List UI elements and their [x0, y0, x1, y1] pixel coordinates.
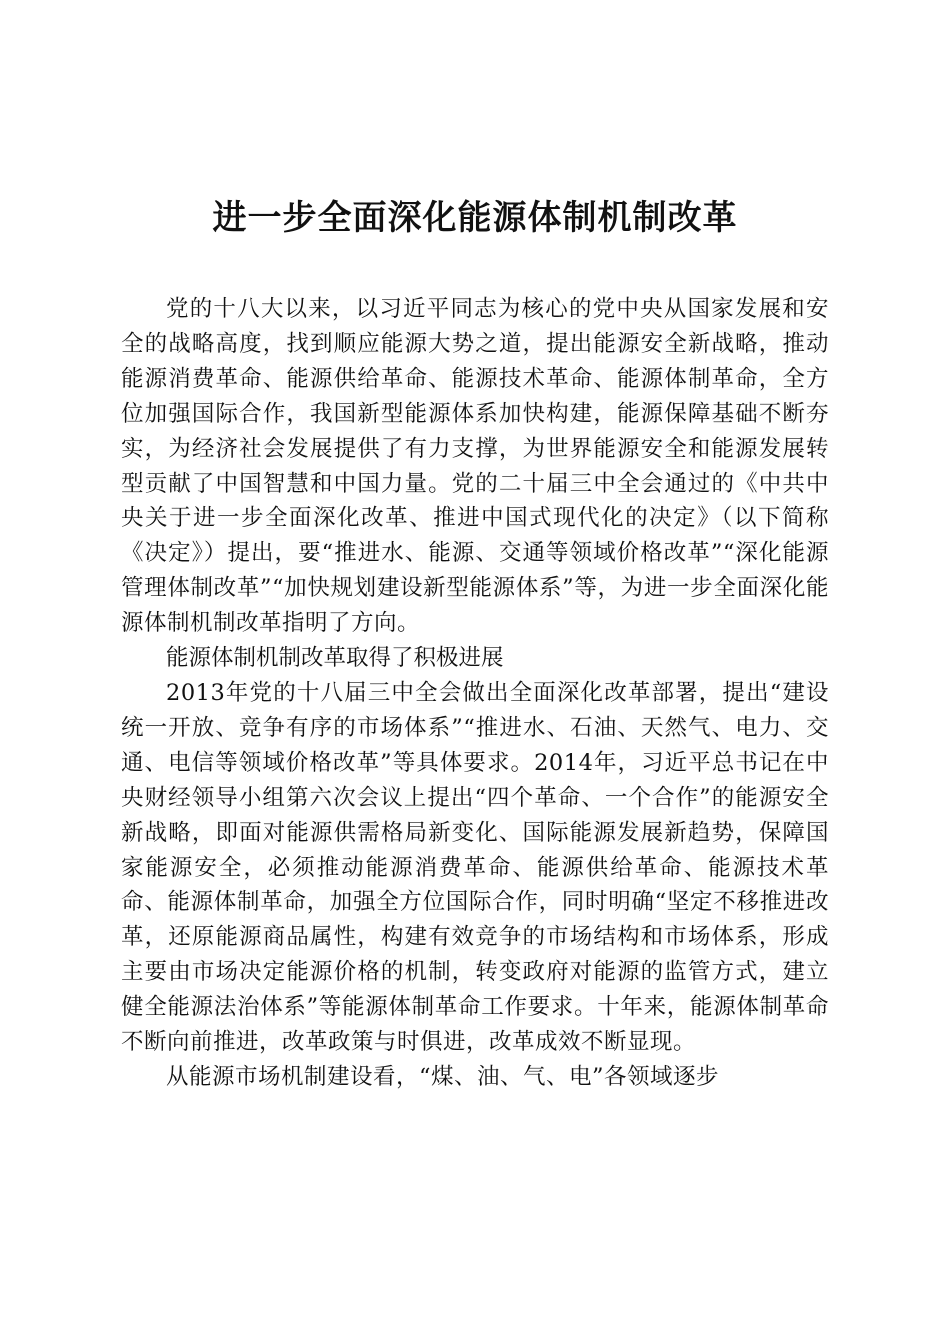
section-heading: 能源体制机制改革取得了积极进展	[166, 645, 504, 672]
intro-paragraph: 党的十八大以来，以习近平同志为核心的党中央从国家发展和安全的战略高度，找到顺应能源大势之道，提出能源安全新战略，推动能源消费革命、能源供给革命、能源技术革命、能源体制革命，全方位加强国际合作，我国新型能源体系加快构建，能源保障基础不断夯实，为经济社会发展提供了有力支撑，为世界能源安全和能源发展转型贡献了中国智慧和中国力量。党的二十届三中全会通过的《中共中央关于进一步全面深化改革、推进中国式现代化的决定》（以下简称《决定》）提出，要“推进水、能源、交通等领域价格改革”“深化能源管理体制改革”“加快规划建设新型能源体系”等，为进一步全面深化能源体制机制改革指明了方向。	[121, 296, 829, 637]
section-paragraph: 2013年党的十八届三中全会做出全面深化改革部署，提出“建设统一开放、竞争有序的市场体系”“推进水、石油、天然气、电力、交通、电信等领域价格改革”等具体要求。2014年，习近平总书记在中央财经领导小组第六次会议上提出“四个革命、一个合作”的能源安全新战略，即面对能源供需格局新变化、国际能源发展新趋势，保障国家能源安全，必须推动能源消费革命、能源供给革命、能源技术革命、能源体制革命，加强全方位国际合作，同时明确“坚定不移推进改革，还原能源商品属性，构建有效竞争的市场结构和市场体系，形成主要由市场决定能源价格的机制，转变政府对能源的监管方式，建立健全能源法治体系”等能源体制革命工作要求。十年来，能源体制革命不断向前推进，改革政策与时俱进，改革成效不断显现。	[121, 679, 829, 1056]
document-body	[121, 292, 829, 1095]
section-paragraph-continued: 从能源市场机制建设看，“煤、油、气、电”各领域逐步	[166, 1063, 720, 1090]
document-title: 进一步全面深化能源体制机制改革	[212, 198, 738, 238]
